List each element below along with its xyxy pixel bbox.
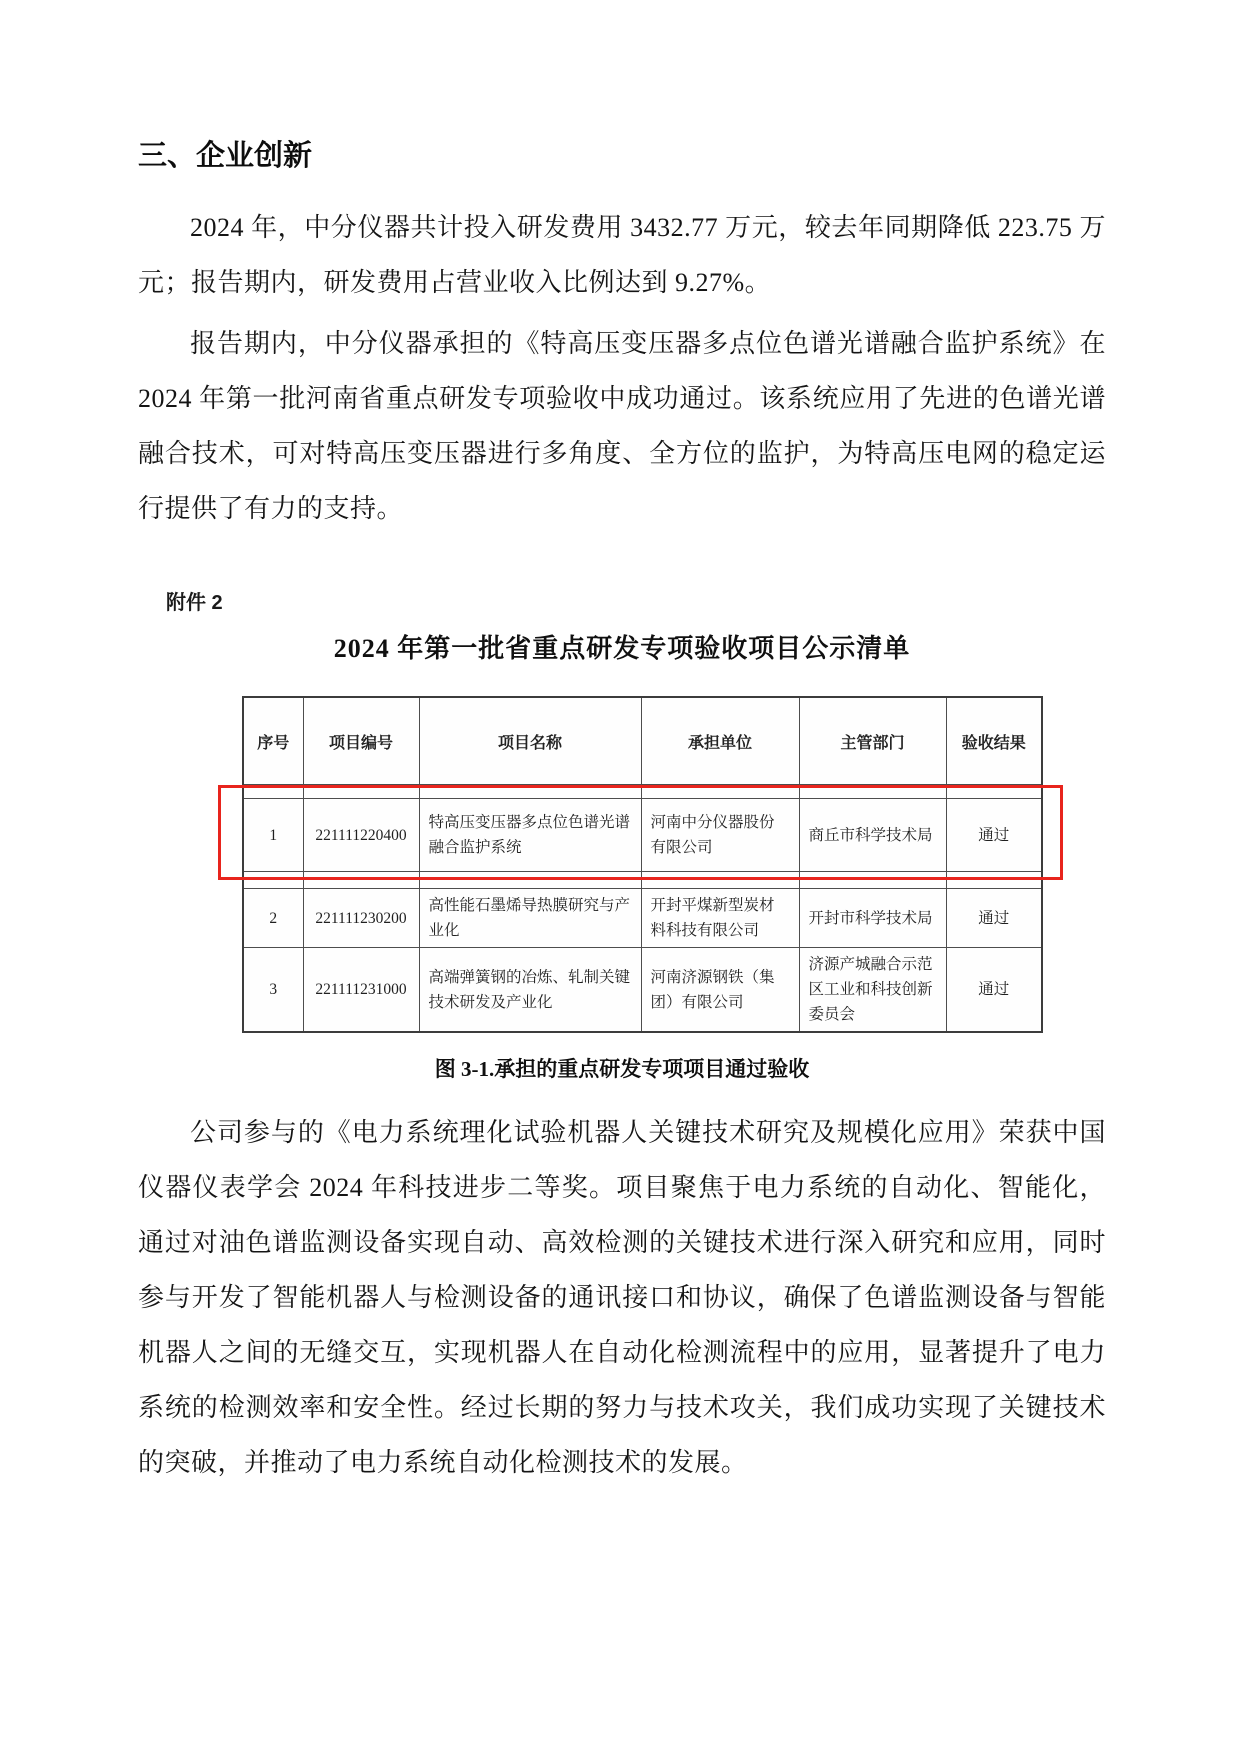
- cell-project-name: 高性能石墨烯导热膜研究与产业化: [419, 889, 641, 948]
- cell-project-no: 221111231000: [303, 948, 419, 1033]
- col-header-undertaker: 承担单位: [641, 697, 799, 785]
- spacer-row: [243, 872, 1042, 889]
- cell-project-name: 高端弹簧钢的冶炼、轧制关键技术研发及产业化: [419, 948, 641, 1033]
- col-header-seq: 序号: [243, 697, 303, 785]
- cell-result: 通过: [946, 889, 1042, 948]
- cell-project-no: 221111230200: [303, 889, 419, 948]
- cell-seq: 1: [243, 799, 303, 872]
- table-row: [243, 948, 1042, 1033]
- attachment-label: 附件 2: [166, 592, 223, 614]
- cell-result: 通过: [946, 799, 1042, 872]
- cell-undertaker: 河南济源钢铁（集团）有限公司: [641, 948, 799, 1033]
- cell-project-no: 221111220400: [303, 799, 419, 872]
- section-heading: 三、企业创新: [138, 140, 313, 172]
- acceptance-table-wrap: [242, 696, 1041, 1033]
- paragraph-award: 公司参与的《电力系统理化试验机器人关键技术研究及规模化应用》荣获中国仪器仪表学会 2024 年科技进步二等奖。项目聚焦于电力系统的自动化、智能化，通过对油色谱监测设备实现自动、高效检测的关键技术进行深入研究和应用，同时参与开发了智能机器人与检测设备的通讯接口和协议，确保了色谱监测设备与智能机器人之间的无缝交互，实现机器人在自动化检测流程中的应用，显著提升了电力系统的检测效率和安全性。经过长期的努力与技术攻关，我们成功实现了关键技术的突破，并推动了电力系统自动化检测技术的发展。: [138, 1118, 1106, 1477]
- table-title: 2024 年第一批省重点研发专项验收项目公示清单: [333, 634, 911, 663]
- col-header-result: 验收结果: [946, 697, 1042, 785]
- table-header-row: [243, 697, 1042, 785]
- col-header-project-name: 项目名称: [419, 697, 641, 785]
- cell-seq: 3: [243, 948, 303, 1033]
- acceptance-table: [242, 696, 1043, 1033]
- cell-undertaker: 开封平煤新型炭材料科技有限公司: [641, 889, 799, 948]
- paragraph-rd-expense: 2024 年，中分仪器共计投入研发费用 3432.77 万元，较去年同期降低 223.75 万元；报告期内，研发费用占营业收入比例达到 9.27%。: [138, 213, 1106, 297]
- table-row: [243, 799, 1042, 872]
- cell-authority: 济源产城融合示范区工业和科技创新委员会: [799, 948, 946, 1033]
- col-header-authority: 主管部门: [799, 697, 946, 785]
- document-page: [138, 138, 1106, 1490]
- spacer-row: [243, 785, 1042, 799]
- cell-result: 通过: [946, 948, 1042, 1033]
- cell-project-name: 特高压变压器多点位色谱光谱融合监护系统: [419, 799, 641, 872]
- cell-undertaker: 河南中分仪器股份有限公司: [641, 799, 799, 872]
- col-header-project-no: 项目编号: [303, 697, 419, 785]
- table-row: [243, 889, 1042, 948]
- figure-caption: 图 3-1.承担的重点研发专项项目通过验收: [434, 1057, 810, 1081]
- paragraph-project-acceptance: 报告期内，中分仪器承担的《特高压变压器多点位色谱光谱融合监护系统》在 2024 年第一批河南省重点研发专项验收中成功通过。该系统应用了先进的色谱光谱融合技术，可对特高压变压器进行多角度、全方位的监护，为特高压电网的稳定运行提供了有力的支持。: [138, 329, 1106, 523]
- cell-authority: 开封市科学技术局: [799, 889, 946, 948]
- cell-seq: 2: [243, 889, 303, 948]
- cell-authority: 商丘市科学技术局: [799, 799, 946, 872]
